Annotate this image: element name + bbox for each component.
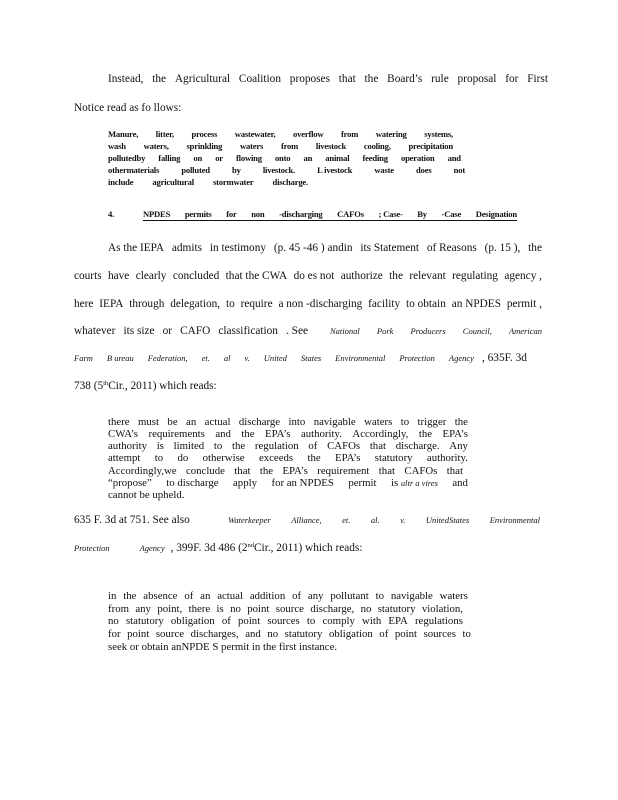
word: Farm bbox=[74, 353, 93, 363]
proposed-rule-line-5 bbox=[108, 177, 308, 188]
word: agricultural bbox=[152, 177, 194, 187]
word: limited bbox=[173, 440, 205, 452]
word: permit , bbox=[506, 298, 542, 310]
word: the bbox=[454, 416, 468, 428]
word: EPA’s bbox=[282, 465, 308, 477]
word: the bbox=[418, 428, 433, 440]
word: and bbox=[447, 153, 461, 163]
word: that bbox=[234, 465, 251, 477]
word: . See bbox=[286, 325, 308, 337]
word: that the CWA bbox=[225, 270, 288, 282]
paragraph-2-line-3 bbox=[74, 297, 542, 311]
word: v. bbox=[400, 515, 406, 525]
word: stormwater bbox=[212, 177, 254, 187]
paragraph-2-line-6: 738 (5thCir., 2011) which reads: bbox=[74, 380, 217, 392]
word: exceeds bbox=[258, 452, 294, 464]
word: have bbox=[108, 270, 130, 282]
word: livestock. bbox=[262, 165, 295, 175]
word: the bbox=[364, 73, 379, 85]
word: the bbox=[528, 242, 542, 254]
word: requirement bbox=[317, 465, 370, 477]
word: not bbox=[453, 165, 465, 175]
quote-1-line-7: cannot be upheld. bbox=[108, 489, 185, 501]
word: Alliance, bbox=[291, 515, 322, 525]
word: CAFOs bbox=[327, 440, 361, 452]
word: pollutedby bbox=[108, 153, 146, 163]
word: is bbox=[156, 440, 164, 452]
word: point, bbox=[157, 603, 183, 615]
word: with bbox=[362, 615, 382, 627]
word: polluted bbox=[181, 165, 210, 175]
word: Designation bbox=[475, 209, 517, 219]
word: no bbox=[360, 603, 372, 615]
word: EPA’s bbox=[442, 428, 468, 440]
word: EPA bbox=[388, 615, 408, 627]
word: source bbox=[155, 628, 185, 640]
word: sources bbox=[423, 628, 456, 640]
word: any bbox=[307, 590, 324, 602]
word: rule bbox=[431, 73, 449, 85]
word: the bbox=[259, 465, 274, 477]
word: statutory bbox=[374, 452, 413, 464]
word: do bbox=[177, 452, 189, 464]
word: the bbox=[307, 452, 321, 464]
word: CAFOs bbox=[337, 209, 364, 219]
word: be bbox=[167, 416, 178, 428]
word: United bbox=[263, 353, 287, 363]
word: waters bbox=[364, 416, 393, 428]
word: of bbox=[308, 440, 318, 452]
word: include bbox=[108, 177, 134, 187]
word: is bbox=[216, 603, 224, 615]
quote-1-line-3 bbox=[108, 440, 468, 452]
word: waters bbox=[240, 141, 264, 151]
word: delegation, bbox=[170, 298, 221, 310]
word: statutory bbox=[377, 603, 416, 615]
word: Manure, bbox=[108, 129, 139, 139]
word: on bbox=[193, 153, 203, 163]
word: precipitation bbox=[408, 141, 453, 151]
word: do es not bbox=[293, 270, 335, 282]
proposed-rule-line-3 bbox=[108, 153, 461, 164]
word: to bbox=[462, 628, 471, 640]
word: discharge. bbox=[395, 440, 440, 452]
word: sources bbox=[267, 615, 300, 627]
word: from bbox=[340, 129, 359, 139]
word: NPDES bbox=[143, 209, 171, 219]
word: by bbox=[231, 165, 241, 175]
paragraph-3-line-1: 635 F. 3d at 751. See also Waterkeeper Alliance, et. al. v. UnitedStates Environmental bbox=[74, 514, 540, 526]
word: proposal bbox=[457, 73, 497, 85]
word: to bbox=[375, 590, 384, 602]
word: require bbox=[240, 298, 273, 310]
word: actual bbox=[204, 416, 231, 428]
word: facility bbox=[368, 298, 401, 310]
word: IEPA bbox=[99, 298, 124, 310]
word: trigger bbox=[417, 416, 447, 428]
quote-1-line-4 bbox=[108, 452, 468, 464]
word: Protection bbox=[399, 353, 435, 363]
word: CAFOs bbox=[404, 465, 438, 477]
word: pollutant bbox=[330, 590, 369, 602]
word: wash bbox=[108, 141, 126, 151]
word: Council, bbox=[462, 326, 492, 336]
word: addition bbox=[249, 590, 286, 602]
word: to bbox=[225, 298, 235, 310]
word: source bbox=[275, 603, 304, 615]
word: Agricultural bbox=[174, 73, 231, 85]
word: in bbox=[108, 590, 117, 602]
word: authority. bbox=[426, 452, 468, 464]
word: ; Case- bbox=[378, 209, 403, 219]
section-number: 4. bbox=[108, 209, 115, 219]
word: waste bbox=[374, 165, 394, 175]
word: operation bbox=[400, 153, 435, 163]
word: its Statement bbox=[360, 242, 420, 254]
paragraph-2-line-1 bbox=[108, 241, 542, 255]
word: and bbox=[215, 428, 231, 440]
quote-1-line-2 bbox=[108, 428, 468, 440]
word: cooling, bbox=[363, 141, 391, 151]
word: to bbox=[400, 416, 410, 428]
word: relevant bbox=[409, 270, 446, 282]
word: v. bbox=[244, 353, 250, 363]
word: obligation bbox=[170, 615, 215, 627]
word: an bbox=[303, 153, 313, 163]
word: navigable bbox=[313, 416, 356, 428]
word: there bbox=[188, 603, 211, 615]
word: Coalition bbox=[238, 73, 281, 85]
word: -discharging bbox=[279, 209, 323, 219]
word: for bbox=[108, 628, 121, 640]
word: that bbox=[369, 440, 387, 452]
word: no bbox=[230, 603, 241, 615]
word: an bbox=[186, 416, 197, 428]
word: authority bbox=[108, 440, 147, 452]
word: through bbox=[129, 298, 165, 310]
word: point bbox=[238, 615, 261, 627]
word: or bbox=[215, 153, 223, 163]
word: EPA’s bbox=[265, 428, 291, 440]
word: Environmental bbox=[335, 353, 386, 363]
word: of bbox=[292, 590, 302, 602]
word: any bbox=[135, 603, 151, 615]
word: Waterkeeper bbox=[228, 515, 271, 525]
word: regulating bbox=[452, 270, 498, 282]
word: admits bbox=[171, 242, 203, 254]
word: L ivestock bbox=[317, 165, 353, 175]
word: actual bbox=[217, 590, 243, 602]
word: point bbox=[127, 628, 150, 640]
word: navigable bbox=[390, 590, 433, 602]
word: watering bbox=[375, 129, 407, 139]
word: comply bbox=[322, 615, 355, 627]
word: authority. bbox=[300, 428, 342, 440]
word: wastewater, bbox=[234, 129, 276, 139]
word: CAFO bbox=[180, 325, 211, 337]
word: courts bbox=[74, 270, 102, 282]
paragraph-2-line-2 bbox=[74, 269, 542, 283]
word: to bbox=[213, 440, 223, 452]
word: must bbox=[138, 416, 159, 428]
word: process bbox=[191, 129, 218, 139]
word: animal bbox=[325, 153, 350, 163]
word: proposes bbox=[289, 73, 330, 85]
word: B ureau bbox=[106, 353, 134, 363]
word: here bbox=[74, 298, 94, 310]
word: Environmental bbox=[489, 515, 540, 525]
word: Board’s bbox=[387, 73, 423, 85]
word: (p. 45 -46 ) andin bbox=[273, 242, 353, 254]
paragraph-2-line-4 bbox=[74, 324, 542, 338]
word: Any bbox=[449, 440, 468, 452]
word: to obtain bbox=[406, 298, 446, 310]
word: American bbox=[508, 326, 542, 336]
word: discharges, bbox=[190, 628, 239, 640]
word: of bbox=[379, 628, 389, 640]
paragraph-3-line-2: Protection Agency , 399F. 3d 486 (2ndCir., 2011) which reads: bbox=[74, 542, 363, 554]
word: systems, bbox=[424, 129, 453, 139]
word: the bbox=[389, 270, 403, 282]
word: permits bbox=[184, 209, 212, 219]
paragraph-1-line-2: Notice read as fo llows: bbox=[74, 102, 182, 114]
quote-2-line-3 bbox=[108, 615, 463, 627]
word: Instead, bbox=[108, 73, 144, 85]
word: of bbox=[184, 590, 194, 602]
word: Accordingly, bbox=[352, 428, 409, 440]
word: discharge. bbox=[272, 177, 308, 187]
paragraph-1-line-1 bbox=[108, 72, 548, 86]
word: there bbox=[108, 416, 130, 428]
quote-2-line-5: seek or obtain anNPDE S permit in the first instance. bbox=[108, 641, 338, 653]
proposed-rule-line-4 bbox=[108, 165, 465, 176]
word: States bbox=[300, 353, 322, 363]
word: the bbox=[152, 73, 167, 85]
word: statutory bbox=[284, 628, 323, 640]
word: Accordingly,we bbox=[108, 465, 177, 477]
word: classification bbox=[218, 325, 278, 337]
proposed-rule-line-1 bbox=[108, 129, 453, 140]
word: of Reasons bbox=[426, 242, 477, 254]
quote-2-line-4 bbox=[108, 628, 471, 640]
word: for bbox=[226, 209, 237, 219]
word: the bbox=[232, 440, 246, 452]
word: for bbox=[505, 73, 519, 85]
word: al. bbox=[370, 515, 380, 525]
quote-1-line-6: “propose” to discharge apply for an NPDES permit is ultr a vires and bbox=[108, 477, 468, 489]
word: otherwise bbox=[202, 452, 245, 464]
word: and bbox=[245, 628, 261, 640]
quote-2-line-2 bbox=[108, 603, 463, 615]
word: requirements bbox=[148, 428, 205, 440]
word: a non -discharging bbox=[278, 298, 363, 310]
word: overflow bbox=[293, 129, 324, 139]
word: By bbox=[417, 209, 427, 219]
word: or bbox=[162, 325, 173, 337]
quote-1-line-5 bbox=[108, 465, 463, 477]
word: point bbox=[247, 603, 270, 615]
word: regulations bbox=[414, 615, 463, 627]
word: et. bbox=[342, 515, 351, 525]
word: to bbox=[154, 452, 164, 464]
word: othermaterials bbox=[108, 165, 160, 175]
word: of bbox=[221, 615, 231, 627]
quote-2-line-1 bbox=[108, 590, 468, 602]
word: attempt bbox=[108, 452, 141, 464]
word: point bbox=[394, 628, 418, 640]
section-heading bbox=[143, 209, 517, 221]
word: discharge bbox=[238, 416, 281, 428]
word: authorize bbox=[340, 270, 383, 282]
word: Agency bbox=[448, 353, 474, 363]
word: an bbox=[200, 590, 211, 602]
word: its size bbox=[123, 325, 155, 337]
word: et. bbox=[201, 353, 210, 363]
word: from bbox=[280, 141, 299, 151]
word: litter, bbox=[155, 129, 174, 139]
quote-1-line-1 bbox=[108, 416, 468, 428]
word: that bbox=[378, 465, 395, 477]
word: non bbox=[251, 209, 265, 219]
word: Producers bbox=[410, 326, 446, 336]
citation-volume: , 635F. 3d bbox=[482, 352, 527, 364]
word: falling bbox=[158, 153, 181, 163]
word: from bbox=[108, 603, 129, 615]
word: does bbox=[416, 165, 432, 175]
word: EPA’s bbox=[335, 452, 361, 464]
word: concluded bbox=[172, 270, 220, 282]
word: the bbox=[123, 590, 137, 602]
word: Federation, bbox=[147, 353, 188, 363]
word: discharge, bbox=[310, 603, 355, 615]
word: violation, bbox=[421, 603, 463, 615]
word: clearly bbox=[135, 270, 167, 282]
word: waters bbox=[439, 590, 468, 602]
word: to bbox=[306, 615, 316, 627]
word: Pork bbox=[376, 326, 394, 336]
word: agency , bbox=[504, 270, 542, 282]
word: flowing bbox=[236, 153, 262, 163]
word: obligation bbox=[328, 628, 373, 640]
word: into bbox=[288, 416, 306, 428]
word: statutory bbox=[125, 615, 164, 627]
word: -Case bbox=[441, 209, 462, 219]
word: (p. 15 ), bbox=[484, 242, 521, 254]
paragraph-2-line-5 bbox=[74, 351, 540, 365]
word: waters, bbox=[143, 141, 169, 151]
word: As the IEPA bbox=[108, 242, 165, 254]
word: livestock bbox=[315, 141, 347, 151]
word: in testimony bbox=[209, 242, 266, 254]
word: onto bbox=[274, 153, 291, 163]
word: whatever bbox=[74, 325, 116, 337]
word: no bbox=[108, 615, 119, 627]
word: UnitedStates bbox=[425, 515, 470, 525]
proposed-rule-line-2 bbox=[108, 141, 453, 152]
word: National bbox=[330, 326, 360, 336]
word: sprinkling bbox=[186, 141, 223, 151]
word: that bbox=[446, 465, 463, 477]
word: the bbox=[241, 428, 255, 440]
word: an NPDES bbox=[451, 298, 501, 310]
word: First bbox=[527, 73, 548, 85]
word: absence bbox=[143, 590, 178, 602]
word: CWA’s bbox=[108, 428, 138, 440]
word: no bbox=[267, 628, 279, 640]
word: feeding bbox=[362, 153, 388, 163]
word: al bbox=[223, 353, 231, 363]
word: conclude bbox=[185, 465, 225, 477]
word: regulation bbox=[254, 440, 299, 452]
word: that bbox=[338, 73, 356, 85]
